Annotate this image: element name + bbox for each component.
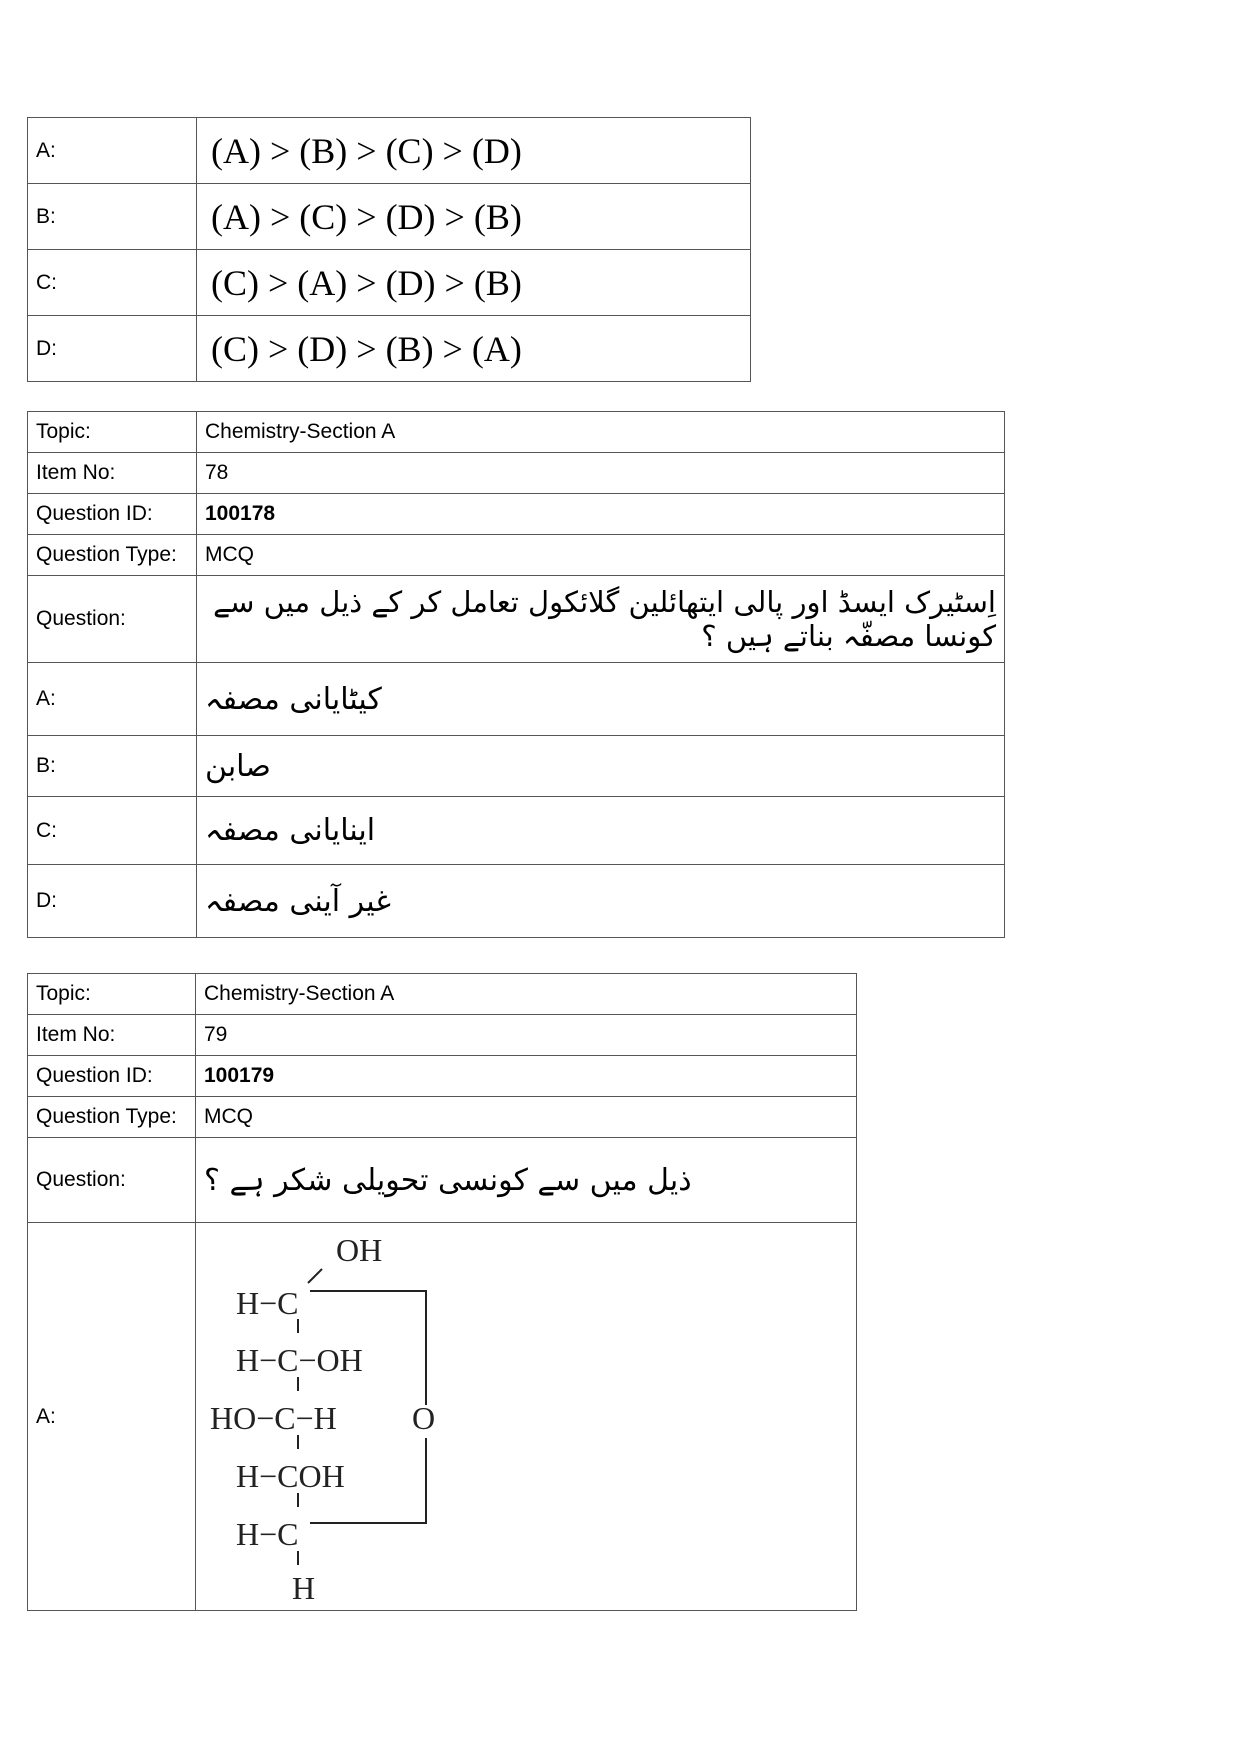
option-text: (C) > (A) > (D) > (B) bbox=[197, 250, 751, 316]
question-row bbox=[28, 1138, 857, 1223]
question-id-label: Question ID: bbox=[28, 494, 197, 535]
option-text: غیر آینی مصفہ bbox=[205, 883, 391, 919]
option-text: اینایانی مصفہ bbox=[205, 813, 376, 848]
structure-row-5: H−C bbox=[236, 1516, 299, 1552]
question-id-row bbox=[28, 494, 1005, 535]
topic-row bbox=[28, 974, 857, 1015]
question-type-label: Question Type: bbox=[28, 535, 197, 576]
item-no-row bbox=[28, 453, 1005, 494]
item-no-label: Item No: bbox=[28, 453, 197, 494]
sugar-structure-diagram bbox=[196, 1223, 856, 1605]
question-79-table bbox=[27, 973, 857, 1611]
option-row bbox=[28, 797, 1005, 865]
topic-label: Topic: bbox=[28, 412, 197, 453]
option-text: (C) > (D) > (B) > (A) bbox=[197, 316, 751, 382]
option-row bbox=[28, 736, 1005, 797]
topic-value: Chemistry-Section A bbox=[196, 974, 857, 1015]
option-label: B: bbox=[28, 736, 197, 797]
question-label: Question: bbox=[28, 576, 197, 663]
option-text: (A) > (B) > (C) > (D) bbox=[197, 118, 751, 184]
structure-row-2: H−C−OH bbox=[236, 1342, 363, 1378]
question-text: اِسٹیرک ایسڈ اور پالی ایتھائلین گلائکول تعامل کر کے ذیل میں سے کونسا مصفّہ بناتے ہیں ؟ bbox=[213, 585, 996, 653]
option-row bbox=[28, 865, 1005, 938]
oh-top-label: OH bbox=[336, 1232, 383, 1268]
question-type-value: MCQ bbox=[196, 1097, 857, 1138]
question-78-table bbox=[27, 411, 1005, 938]
option-row bbox=[28, 316, 751, 382]
topic-value: Chemistry-Section A bbox=[197, 412, 1005, 453]
option-row bbox=[28, 250, 751, 316]
item-no-value: 78 bbox=[197, 453, 1005, 494]
option-label: A: bbox=[28, 663, 197, 736]
option-row bbox=[28, 118, 751, 184]
structure-row-4: H−COH bbox=[236, 1458, 345, 1494]
question-type-value: MCQ bbox=[197, 535, 1005, 576]
question-id-label: Question ID: bbox=[28, 1056, 196, 1097]
option-label: A: bbox=[28, 118, 197, 184]
question-type-row bbox=[28, 1097, 857, 1138]
item-no-label: Item No: bbox=[28, 1015, 196, 1056]
option-label: D: bbox=[28, 865, 197, 938]
topic-row bbox=[28, 412, 1005, 453]
ring-oxygen-label: O bbox=[412, 1400, 436, 1436]
option-label: B: bbox=[28, 184, 197, 250]
option-row bbox=[28, 184, 751, 250]
item-no-value: 79 bbox=[196, 1015, 857, 1056]
option-text: (A) > (C) > (D) > (B) bbox=[197, 184, 751, 250]
question-type-label: Question Type: bbox=[28, 1097, 196, 1138]
question-id-row bbox=[28, 1056, 857, 1097]
structure-row-3: HO−C−H bbox=[210, 1400, 337, 1436]
question-text: ذیل میں سے کونسی تحویلی شکر ہے ؟ bbox=[204, 1162, 692, 1198]
question-type-row bbox=[28, 535, 1005, 576]
question-id-value: 100179 bbox=[204, 1064, 275, 1087]
option-label: C: bbox=[28, 250, 197, 316]
option-row bbox=[28, 1223, 857, 1611]
topic-label: Topic: bbox=[28, 974, 196, 1015]
question-label: Question: bbox=[28, 1138, 196, 1223]
question-id-value: 100178 bbox=[205, 502, 276, 525]
structure-row-1: H−C bbox=[236, 1285, 299, 1321]
option-text: صابن bbox=[205, 748, 271, 784]
structure-bottom-h: H bbox=[292, 1570, 316, 1605]
option-label: C: bbox=[28, 797, 197, 865]
item-no-row bbox=[28, 1015, 857, 1056]
option-text: کیٹایانی مصفہ bbox=[205, 681, 382, 717]
option-label: D: bbox=[28, 316, 197, 382]
option-row bbox=[28, 663, 1005, 736]
option-label: A: bbox=[28, 1223, 196, 1611]
question-row bbox=[28, 576, 1005, 663]
previous-question-options-table bbox=[27, 117, 751, 382]
